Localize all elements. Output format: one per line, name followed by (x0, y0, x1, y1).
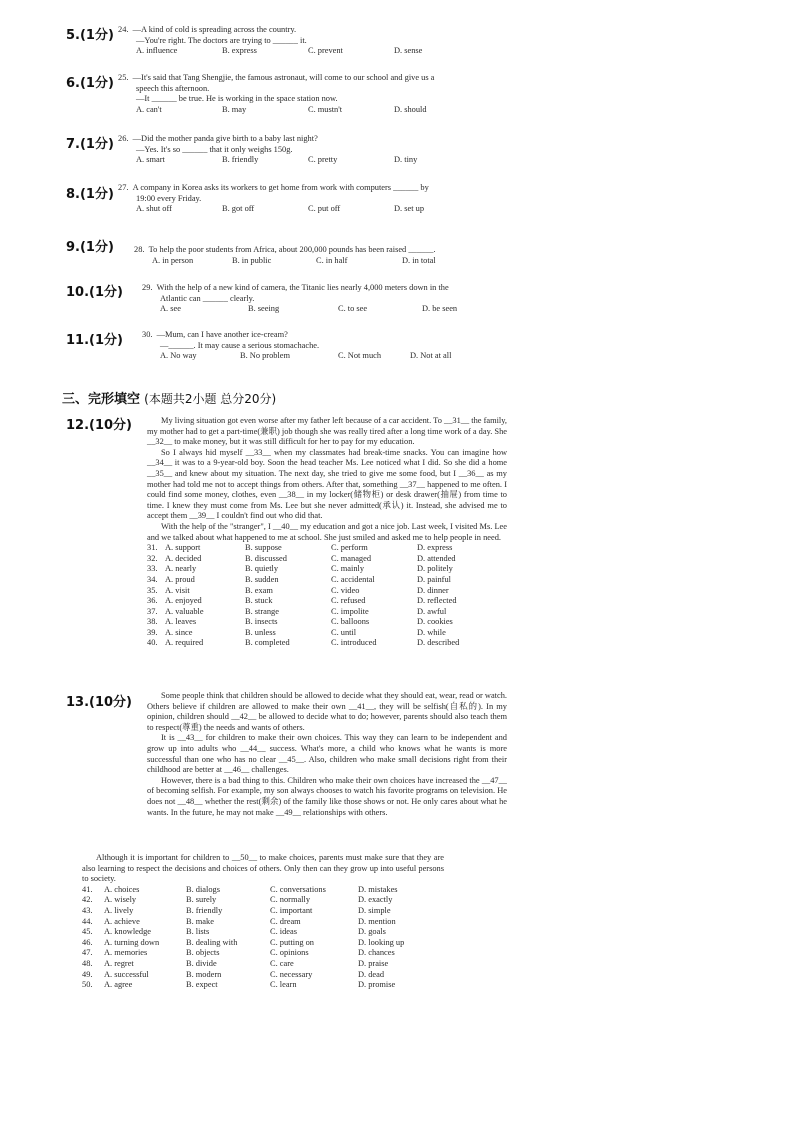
option-number: 47. (82, 948, 93, 958)
option-choice[interactable]: C. opinions (270, 948, 309, 958)
option-choice[interactable]: D. simple (358, 905, 391, 915)
question-label: 11.(1分) (66, 333, 123, 348)
question-body (118, 25, 518, 57)
question-text: —It ______ be true. He is working in the space station now. (136, 94, 338, 104)
option-d[interactable]: D. Not at all (410, 351, 452, 361)
option-choice[interactable]: C. care (270, 958, 294, 968)
question-text: —______. It may cause a serious stomachache. (160, 340, 320, 350)
question-body (142, 330, 542, 362)
option-choice[interactable]: D. attended (417, 553, 456, 563)
item-number: 30. (142, 330, 153, 339)
option-choice[interactable]: A. knowledge (104, 927, 151, 937)
option-choice[interactable]: B. expect (186, 980, 218, 990)
item-number: 24. (118, 25, 129, 34)
option-choice[interactable]: D. awful (417, 606, 447, 616)
option-d[interactable]: D. tiny (394, 155, 418, 165)
option-choice[interactable]: D. goals (358, 927, 386, 937)
option-number: 40. (147, 638, 158, 648)
question-label: 8.(1分) (66, 187, 114, 202)
option-choice[interactable]: C. mainly (331, 564, 365, 574)
option-choice[interactable]: B. sudden (245, 574, 279, 584)
question-text: To help the poor students from Africa, about 200,000 pounds has been raised ______. (148, 245, 436, 254)
option-choice[interactable]: C. balloons (331, 617, 370, 627)
option-choice[interactable]: D. mention (358, 916, 396, 926)
option-b[interactable]: B. friendly (222, 155, 259, 165)
option-choice[interactable]: D. exactly (358, 895, 393, 905)
option-choice[interactable]: A. successful (104, 969, 149, 979)
option-a[interactable]: A. No way (160, 351, 197, 361)
option-b[interactable]: B. may (222, 104, 247, 114)
option-choice[interactable]: D. promise (358, 980, 396, 990)
answer-options (136, 46, 518, 57)
option-choice[interactable]: C. normally (270, 895, 311, 905)
passage-paragraph: My living situation got even worse after my father left because of a car accident. To __31__ the family, my mother had to get a part-time(兼职) job though she was really tired after a long time work of a day. She __32__ to make money, but it was still difficult for her to pay for my education. (147, 416, 507, 447)
item-number: 29. (142, 283, 153, 292)
section-subtitle: (本题共2小题 总分20分) (144, 392, 277, 406)
passage-paragraph: However, there is a bad thing to this. Children who make their own choices have increased the __47__ of becoming selfish. For example, my son always chooses to watch his favorite programs on television. He does not __48__ whether the rest(剩余) of the family like those shows or not. He only cares about what he wants. In the future, he may not make __49__ relationships with others. (147, 775, 507, 817)
question-body (118, 183, 518, 215)
question-text: speech this afternoon. (136, 83, 210, 93)
option-choice[interactable]: A. agree (104, 980, 133, 990)
question-text: —A kind of cold is spreading across the country. (132, 25, 297, 34)
option-choice[interactable]: C. impolite (331, 606, 369, 616)
option-a[interactable]: A. can't (136, 104, 162, 114)
option-number: 46. (82, 937, 93, 947)
option-c[interactable]: C. to see (338, 304, 368, 314)
option-b[interactable]: B. got off (222, 204, 255, 214)
answer-options (136, 105, 518, 116)
option-choice[interactable]: C. refused (331, 596, 366, 606)
option-choice[interactable]: C. conversations (270, 884, 326, 894)
answer-options (136, 155, 518, 166)
option-choice[interactable]: A. wisely (104, 895, 137, 905)
question-label: 10.(1分) (66, 285, 123, 300)
option-choice[interactable]: A. decided (165, 553, 202, 563)
option-choice[interactable]: C. ideas (270, 927, 297, 937)
option-a[interactable]: A. see (160, 304, 181, 314)
option-a[interactable]: A. in person (152, 255, 194, 265)
option-choice[interactable]: A. visit (165, 585, 190, 595)
question-text: —Yes. It's so ______ that it only weighs 150g. (136, 144, 293, 154)
option-number: 42. (82, 895, 93, 905)
question-label: 7.(1分) (66, 137, 114, 152)
option-choice[interactable]: D. express (417, 543, 453, 553)
question-text: A company in Korea asks its workers to get home from work with computers ______ by (132, 183, 429, 192)
option-choice[interactable]: D. praise (358, 958, 389, 968)
option-choice[interactable]: A. nearly (165, 564, 197, 574)
answer-options (152, 256, 534, 267)
option-choice[interactable]: D. dinner (417, 585, 449, 595)
option-number: 32. (147, 553, 158, 563)
option-number: 43. (82, 905, 93, 915)
passage-paragraph: Some people think that children should be allowed to decide what they should eat, wear, read or watch. Others believe if children are allowed to make their own __41__, they will be selfish(自私的). In my opinion, children should __42__ be allowed to decide what to do; however, parents should also teach them to respect(尊重) the needs and wants of others. (147, 691, 507, 732)
answer-options (136, 204, 518, 215)
option-choice[interactable]: C. learn (270, 980, 297, 990)
question-text: With the help of a new kind of camera, the Titanic lies nearly 4,000 meters down in the (156, 283, 449, 292)
option-choice[interactable]: C. putting on (270, 937, 314, 947)
option-a[interactable]: A. smart (136, 155, 165, 165)
option-b[interactable]: B. express (222, 46, 257, 56)
item-number: 28. (134, 245, 145, 254)
item-number: 27. (118, 183, 129, 192)
option-d[interactable]: D. in total (402, 255, 436, 265)
passage-paragraph: Although it is important for children to __50__ to make choices, parents must make sure that they are also learning to respect the decisions and choices of others. Only then can they grow up into useful persons to society. (82, 853, 444, 884)
option-choice[interactable]: C. important (270, 905, 313, 915)
cloze-passage-continued (82, 853, 444, 991)
option-number: 31. (147, 543, 158, 553)
question-label: 12.(10分) (66, 418, 133, 433)
option-choice[interactable]: D. while (417, 627, 446, 637)
option-choice[interactable]: B. modern (186, 969, 222, 979)
question-label: 6.(1分) (66, 76, 114, 91)
option-choice[interactable]: A. turning down (104, 937, 160, 947)
option-choice[interactable]: C. perform (331, 543, 368, 553)
option-choice[interactable]: A. achieve (104, 916, 140, 926)
answer-options (160, 304, 542, 315)
option-number: 50. (82, 980, 93, 990)
option-choice[interactable]: B. dialogs (186, 884, 220, 894)
option-choice[interactable]: C. video (331, 585, 360, 595)
option-choice[interactable]: A. since (165, 627, 193, 637)
option-choice[interactable]: A. lively (104, 905, 134, 915)
option-choice[interactable]: B. discussed (245, 553, 287, 563)
option-c[interactable]: C. Not much (338, 351, 382, 361)
question-body (142, 283, 542, 315)
section-heading (62, 388, 276, 407)
cloze-passage (147, 691, 507, 818)
option-choice[interactable]: C. until (331, 627, 357, 637)
option-number: 41. (82, 884, 93, 894)
question-label: 13.(10分) (66, 695, 133, 710)
option-choice[interactable]: B. quietly (245, 564, 279, 574)
option-number: 34. (147, 574, 158, 584)
option-choice[interactable]: B. make (186, 916, 214, 926)
option-d[interactable]: D. sense (394, 46, 423, 56)
option-choice[interactable]: D. dead (358, 969, 385, 979)
option-number: 38. (147, 617, 158, 627)
passage-paragraph: So I always hid myself __33__ when my classmates had break-time snacks. You can imagine how __34__ it was to a 9-year-old boy. Soon the head teacher Ms. Lee noticed what I did. So she did a home __35__ and knew about my situation. The next day, she tried to give me some food, but I __36__ as my mother had told me not to accept things from others. After that, something __37__ happened to me often. I could find some money, clothes, even __38__ in my locker(储物柜) or desk drawer(抽屉) from time to time. I knew they must come from Ms. Lee but she never admitted(承认) it. Instead, she advised me to accept them __39__ I couldn't find out who did that. (147, 447, 507, 521)
option-c[interactable]: C. in half (316, 255, 348, 265)
question-text: —Mum, can I have another ice-cream? (156, 330, 288, 339)
option-a[interactable]: A. shut off (136, 204, 172, 214)
option-choice[interactable]: A. enjoyed (165, 596, 202, 606)
passage-paragraph: It is __43__ for children to make their own choices. This way they can learn to be independent and grow up into adults who __44__ success. What's more, a child who knows what he wants is more successful than one who has no clear __45__. Also, children who make small decisions right from their childhood are better at __46__ challenges. (147, 733, 507, 775)
option-choice[interactable]: B. insects (245, 617, 278, 627)
option-choice[interactable]: B. dealing with (186, 937, 238, 947)
option-choice[interactable]: D. reflected (417, 596, 457, 606)
option-choice[interactable]: D. mistakes (358, 884, 398, 894)
question-text: —Did the mother panda give birth to a baby last night? (132, 134, 318, 143)
option-choice[interactable]: D. chances (358, 948, 395, 958)
option-number: 35. (147, 585, 158, 595)
option-choice[interactable]: A. regret (104, 958, 134, 968)
option-choice[interactable]: D. looking up (358, 937, 405, 947)
option-number: 49. (82, 969, 93, 979)
option-choice[interactable]: B. unless (245, 627, 276, 637)
option-d[interactable]: D. should (394, 104, 427, 114)
question-text: —You're right. The doctors are trying to ______ it. (136, 35, 307, 45)
option-choice[interactable]: D. described (417, 638, 460, 648)
option-number: 37. (147, 606, 158, 616)
option-choice[interactable]: A. required (165, 638, 204, 648)
option-choice[interactable]: C. accidental (331, 574, 375, 584)
option-number: 45. (82, 927, 93, 937)
question-text: —It's said that Tang Shengjie, the famous astronaut, will come to our school and give us a (132, 73, 435, 82)
question-body (118, 134, 518, 166)
option-choice[interactable]: D. cookies (417, 617, 453, 627)
option-number: 39. (147, 627, 158, 637)
option-choice[interactable]: A. choices (104, 884, 140, 894)
option-b[interactable]: B. in public (232, 255, 272, 265)
option-choice[interactable]: B. exam (245, 585, 273, 595)
option-c[interactable]: C. put off (308, 204, 341, 214)
question-label: 9.(1分) (66, 240, 114, 255)
option-choice[interactable]: B. friendly (186, 905, 223, 915)
question-body (118, 73, 518, 115)
option-choice[interactable]: A. proud (165, 574, 195, 584)
option-choice[interactable]: D. politely (417, 564, 453, 574)
answer-options (160, 351, 542, 362)
option-choice[interactable]: B. strange (245, 606, 279, 616)
option-choice[interactable]: C. dream (270, 916, 301, 926)
option-choice[interactable]: A. memories (104, 948, 148, 958)
option-b[interactable]: B. seeing (248, 304, 280, 314)
option-choice[interactable]: B. completed (245, 638, 290, 648)
question-label: 5.(1分) (66, 28, 114, 43)
question-body (134, 245, 534, 266)
cloze-options-table (82, 885, 444, 991)
option-choice[interactable]: D. painful (417, 574, 451, 584)
option-d[interactable]: D. be seen (422, 304, 458, 314)
option-choice[interactable]: B. suppose (245, 543, 282, 553)
option-choice[interactable]: C. necessary (270, 969, 313, 979)
option-number: 33. (147, 564, 158, 574)
option-c[interactable]: C. prevent (308, 46, 343, 56)
option-c[interactable]: C. mustn't (308, 104, 343, 114)
cloze-options-table (147, 543, 507, 649)
option-choice[interactable]: B. objects (186, 948, 220, 958)
option-d[interactable]: D. set up (394, 204, 425, 214)
option-number: 36. (147, 596, 158, 606)
option-b[interactable]: B. No problem (240, 351, 291, 361)
option-choice[interactable]: A. valuable (165, 606, 204, 616)
question-text: 19:00 every Friday. (136, 193, 202, 203)
option-number: 44. (82, 916, 93, 926)
option-a[interactable]: A. influence (136, 46, 178, 56)
option-c[interactable]: C. pretty (308, 155, 338, 165)
passage-paragraph: With the help of the "stranger", I __40__ my education and got a nice job. Last week, I visited Ms. Lee and we talked about what happened to me at school. She just smiled and asked me to help people in need. (147, 521, 507, 542)
item-number: 25. (118, 73, 129, 82)
option-choice[interactable]: A. leaves (165, 617, 197, 627)
option-choice[interactable]: C. managed (331, 553, 372, 563)
option-number: 48. (82, 958, 93, 968)
option-choice[interactable]: B. surely (186, 895, 217, 905)
section-title: 三、完形填空 (62, 392, 141, 407)
cloze-passage (147, 416, 507, 649)
option-choice[interactable]: B. stuck (245, 596, 273, 606)
item-number: 26. (118, 134, 129, 143)
option-choice[interactable]: B. divide (186, 958, 217, 968)
question-text: Atlantic can ______ clearly. (160, 293, 255, 303)
option-choice[interactable]: B. lists (186, 927, 210, 937)
option-choice[interactable]: C. introduced (331, 638, 377, 648)
option-choice[interactable]: A. support (165, 543, 201, 553)
